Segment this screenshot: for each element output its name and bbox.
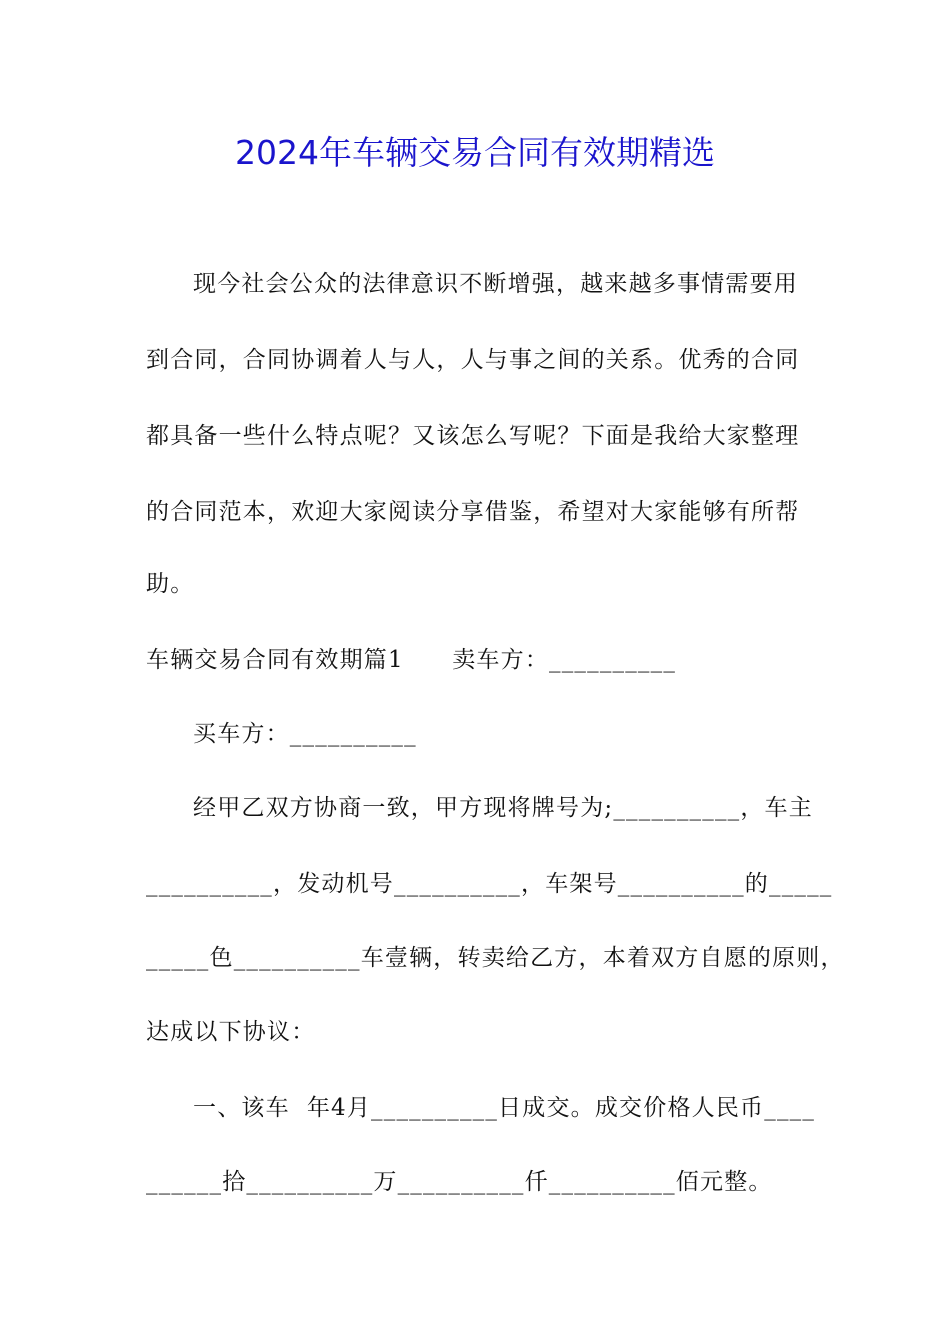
clause-1-line-1: 一、该车 年4月__________日成交。成交价格人民币____ — [193, 1095, 816, 1121]
intro-line-1: 现今社会公众的法律意识不断增强，越来越多事情需要用 — [193, 271, 798, 297]
intro-line-3: 都具备一些什么特点呢？又该怎么写呢？下面是我给大家整理 — [146, 423, 800, 449]
buyer-line: 买车方：__________ — [193, 721, 417, 747]
intro-line-5: 助。 — [146, 571, 195, 597]
clause-1-line-2: ______拾__________万__________仟__________佰元整。 — [146, 1169, 773, 1195]
agreement-line-1: 经甲乙双方协商一致，甲方现将牌号为;__________，车主 — [193, 795, 813, 821]
agreement-line-3: _____色__________车壹辆，转卖给乙方，本着双方自愿的原则， — [146, 945, 845, 971]
agreement-line-2: __________，发动机号__________，车架号__________的_____ — [146, 871, 833, 897]
agreement-line-4: 达成以下协议： — [146, 1019, 316, 1045]
intro-line-2: 到合同，合同协调着人与人，人与事之间的关系。优秀的合同 — [146, 347, 800, 373]
intro-line-4: 的合同范本，欢迎大家阅读分享借鉴，希望对大家能够有所帮 — [146, 499, 800, 525]
document-title: 2024年车辆交易合同有效期精选 — [235, 133, 715, 172]
section-heading-line: 车辆交易合同有效期篇1 卖车方：__________ — [146, 647, 677, 673]
